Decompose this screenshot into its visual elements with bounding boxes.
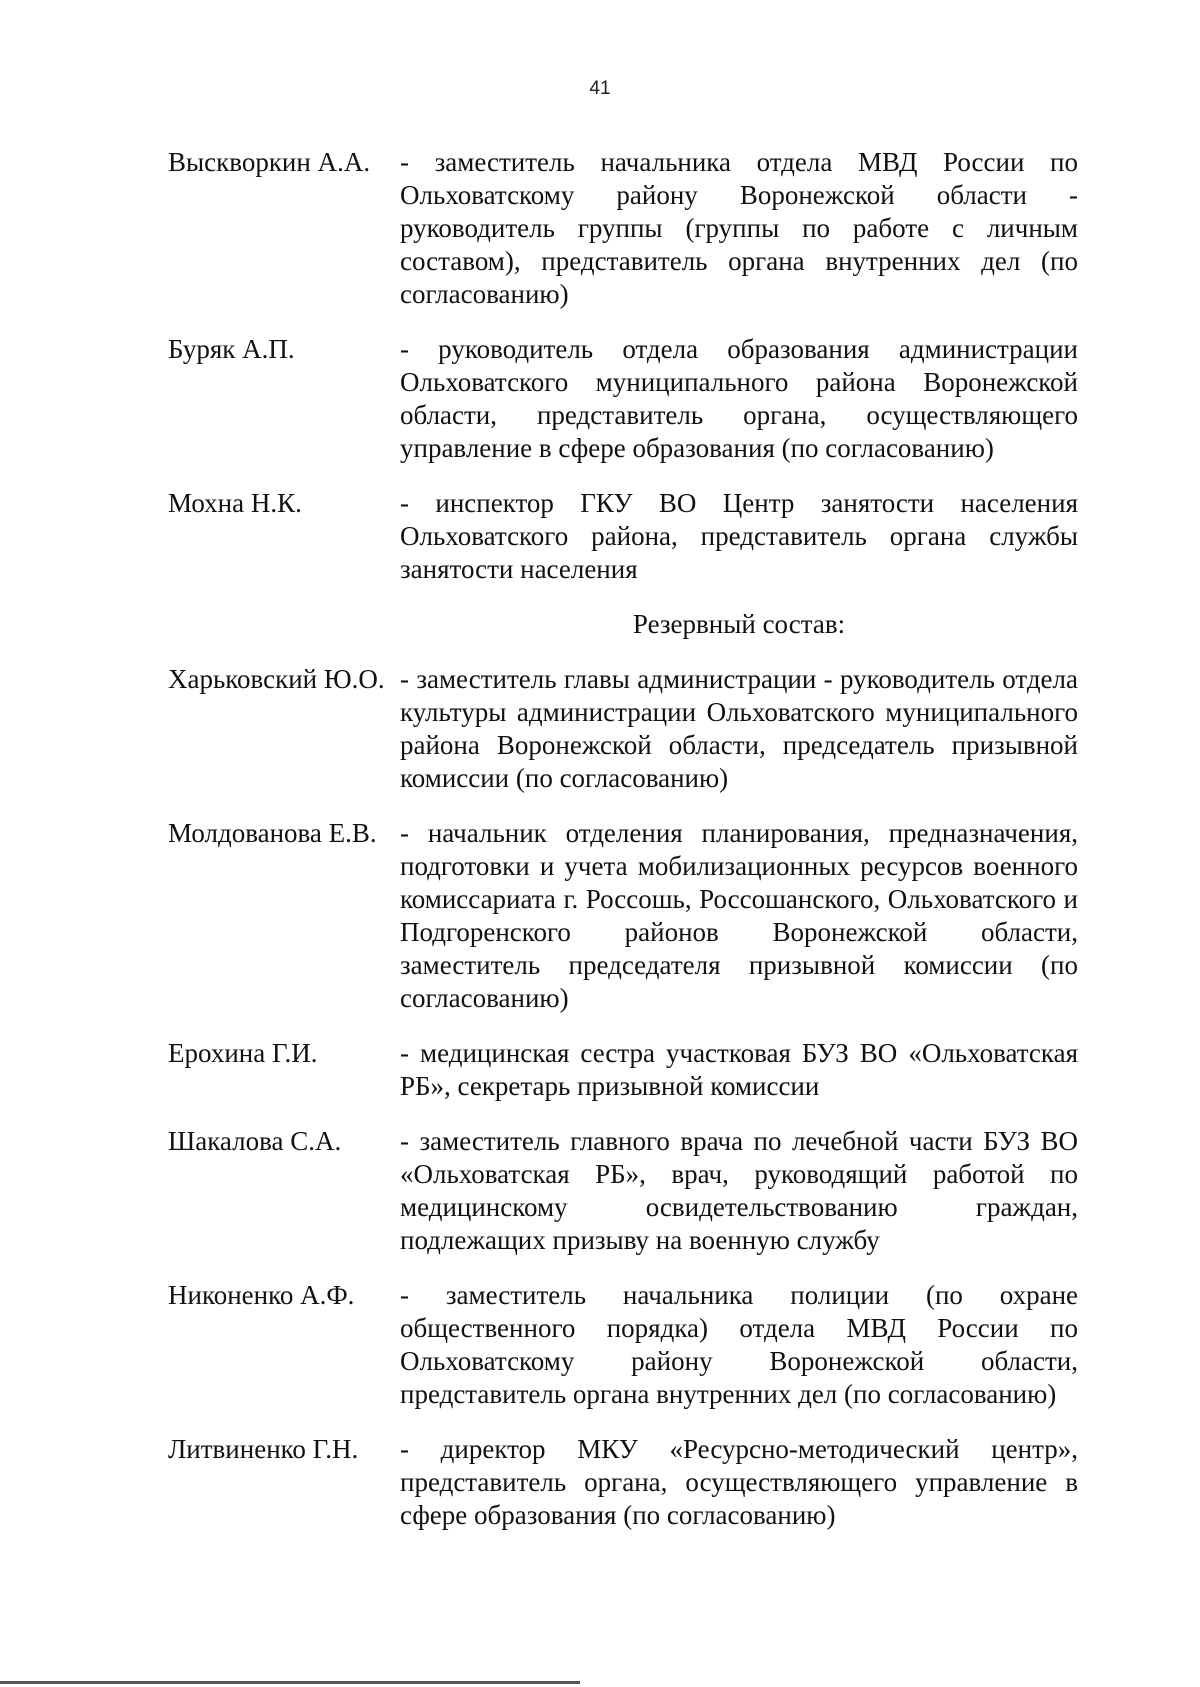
member-role: - руководитель отдела образования администрации Ольховатского муниципального района Воронежской области, представитель органа, осуществляющего управление в сфере образования (по согласованию) [400, 334, 1078, 463]
member-entry [168, 817, 1078, 1015]
member-entry [168, 1433, 1078, 1532]
reserve-section-heading: Резервный состав: [632, 609, 846, 639]
member-name: Молдованова Е.В. [168, 818, 377, 848]
member-role: - заместитель начальника отдела МВД России по Ольховатскому району Воронежской области - руководитель группы (группы по работе с личным составом), представитель органа внутренних дел (по согласованию) [400, 147, 1078, 309]
member-name: Шакалова С.А. [168, 1126, 342, 1156]
page-number: 41 [589, 78, 611, 99]
member-name: Никоненко А.Ф. [168, 1280, 355, 1310]
member-role: - заместитель главного врача по лечебной части БУЗ ВО «Ольховатская РБ», врач, руководящий работой по медицинскому освидетельствованию граждан, подлежащих призыву на военную службу [400, 1126, 1078, 1255]
member-entry [168, 1279, 1078, 1411]
member-name: Выскворкин А.А. [168, 147, 371, 177]
member-name: Литвиненко Г.Н. [168, 1434, 359, 1464]
member-entry [168, 663, 1078, 795]
document-body [168, 146, 1078, 1532]
scan-edge-line [0, 1681, 580, 1684]
member-role: - инспектор ГКУ ВО Центр занятости населения Ольховатского района, представитель органа службы занятости населения [400, 488, 1078, 584]
member-entry [168, 333, 1078, 465]
member-entry [168, 1037, 1078, 1103]
member-name: Ерохина Г.И. [168, 1038, 318, 1068]
member-entry [168, 146, 1078, 311]
member-role: - заместитель главы администрации - руководитель отдела культуры администрации Ольховатского муниципального района Воронежской области, председатель призывной комиссии (по согласованию) [400, 664, 1078, 793]
member-role: - начальник отделения планирования, предназначения, подготовки и учета мобилизационных ресурсов военного комиссариата г. Россошь, Россошанского, Ольховатского и Подгоренского районов Воронежской области, заместитель председателя призывной комиссии (по согласованию) [400, 818, 1078, 1013]
member-entry [168, 1125, 1078, 1257]
member-entry [168, 487, 1078, 586]
member-role: - медицинская сестра участковая БУЗ ВО «Ольховатская РБ», секретарь призывной комиссии [400, 1038, 1078, 1101]
member-role: - заместитель начальника полиции (по охране общественного порядка) отдела МВД России по Ольховатскому району Воронежской области, представитель органа внутренних дел (по согласованию) [400, 1280, 1078, 1409]
member-name: Мохна Н.К. [168, 488, 302, 518]
member-name: Харьковский Ю.О. [168, 664, 385, 694]
member-name: Буряк А.П. [168, 334, 295, 364]
member-role: - директор МКУ «Ресурсно-методический центр», представитель органа, осуществляющего управление в сфере образования (по согласованию) [400, 1434, 1078, 1530]
